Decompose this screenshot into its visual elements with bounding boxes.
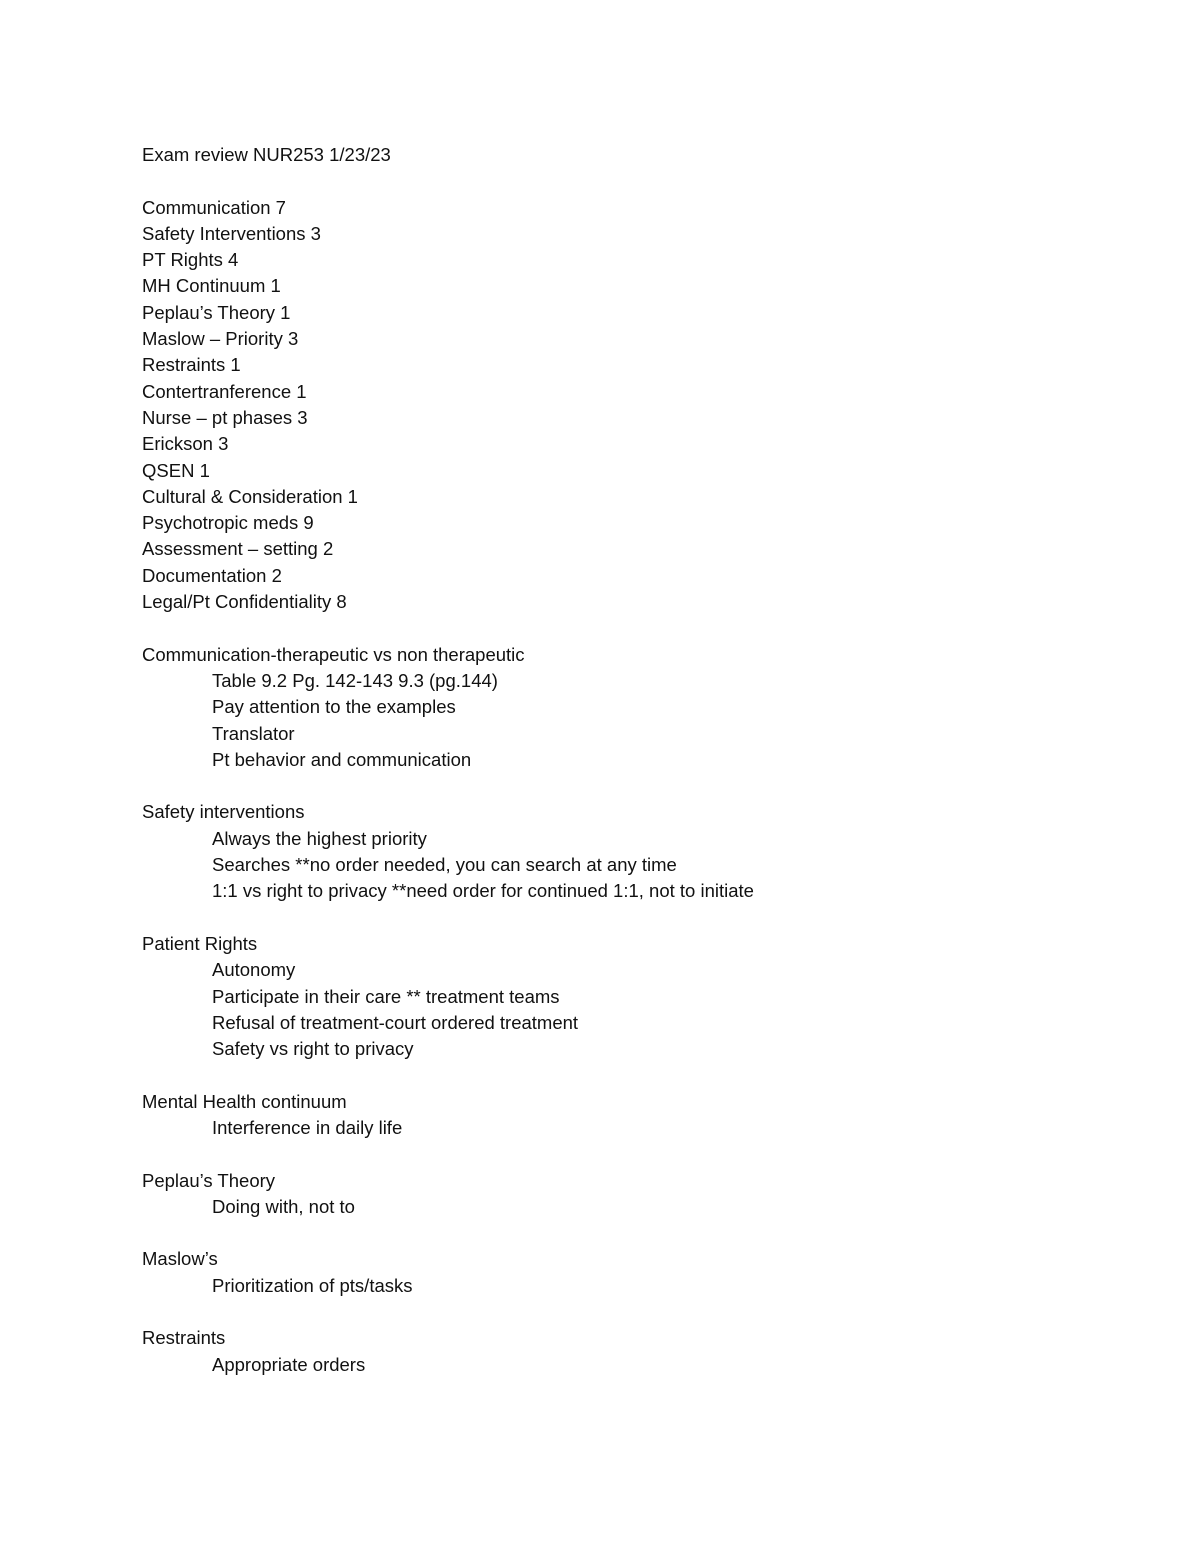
section-heading: Communication-therapeutic vs non therapeutic — [142, 643, 525, 665]
section-peplau-theory — [142, 1168, 1122, 1221]
section-heading: Restraints — [142, 1327, 226, 1349]
section-patient-rights — [142, 931, 1122, 1062]
topic-item: Restraints 1 — [142, 354, 241, 376]
topic-item: Legal/Pt Confidentiality 8 — [142, 591, 347, 613]
topic-item: Safety Interventions 3 — [142, 222, 321, 244]
section-safety-interventions — [142, 799, 1122, 904]
section-item: Always the highest priority — [212, 827, 427, 849]
section-item: Interference in daily life — [212, 1116, 403, 1138]
section-item: Translator — [212, 722, 295, 744]
topic-item: Contertranference 1 — [142, 380, 307, 402]
section-item: Table 9.2 Pg. 142-143 9.3 (pg.144) — [212, 669, 498, 691]
topic-item: Psychotropic meds 9 — [142, 512, 314, 534]
document-title: Exam review NUR253 1/23/23 — [142, 144, 391, 165]
blank-line — [142, 773, 1122, 799]
section-item: Pay attention to the examples — [212, 696, 456, 718]
section-item: Refusal of treatment-court ordered treatment — [212, 1011, 579, 1033]
blank-line — [142, 905, 1122, 931]
section-item: Searches **no order needed, you can search at any time — [212, 854, 677, 876]
topic-item: Peplau’s Theory 1 — [142, 301, 291, 323]
topic-item: Assessment – setting 2 — [142, 538, 334, 560]
section-heading: Peplau’s Theory — [142, 1169, 276, 1191]
section-item: Prioritization of pts/tasks — [212, 1274, 413, 1296]
section-item: Autonomy — [212, 959, 296, 981]
blank-line — [142, 1062, 1122, 1088]
section-restraints — [142, 1325, 1122, 1378]
topic-item: QSEN 1 — [142, 459, 210, 481]
section-item: 1:1 vs right to privacy **need order for continued 1:1, not to initiate — [212, 880, 754, 902]
section-item: Appropriate orders — [212, 1353, 366, 1375]
section-heading: Safety interventions — [142, 801, 305, 823]
blank-line — [142, 1141, 1122, 1167]
topic-item: Erickson 3 — [142, 433, 229, 455]
section-item: Doing with, not to — [212, 1195, 355, 1217]
topic-item: Communication 7 — [142, 196, 286, 218]
topic-item: Documentation 2 — [142, 564, 282, 586]
topic-item: Cultural & Consideration 1 — [142, 485, 358, 507]
section-heading: Mental Health continuum — [142, 1090, 347, 1112]
section-item: Participate in their care ** treatment teams — [212, 985, 560, 1007]
section-heading: Maslow’s — [142, 1248, 218, 1270]
section-item: Safety vs right to privacy — [212, 1038, 414, 1060]
topic-item: Nurse – pt phases 3 — [142, 406, 308, 428]
blank-line — [142, 615, 1122, 641]
blank-line — [142, 168, 1122, 194]
blank-line — [142, 1220, 1122, 1246]
section-communication — [142, 642, 1122, 773]
topic-item: MH Continuum 1 — [142, 275, 281, 297]
topic-item: PT Rights 4 — [142, 249, 239, 271]
blank-line — [142, 1299, 1122, 1325]
section-maslow — [142, 1246, 1122, 1299]
document-body — [142, 142, 1122, 1378]
topic-item: Maslow – Priority 3 — [142, 328, 299, 350]
section-heading: Patient Rights — [142, 932, 258, 954]
section-item: Pt behavior and communication — [212, 748, 472, 770]
section-mental-health-continuum — [142, 1089, 1122, 1142]
topic-list — [142, 195, 1122, 616]
